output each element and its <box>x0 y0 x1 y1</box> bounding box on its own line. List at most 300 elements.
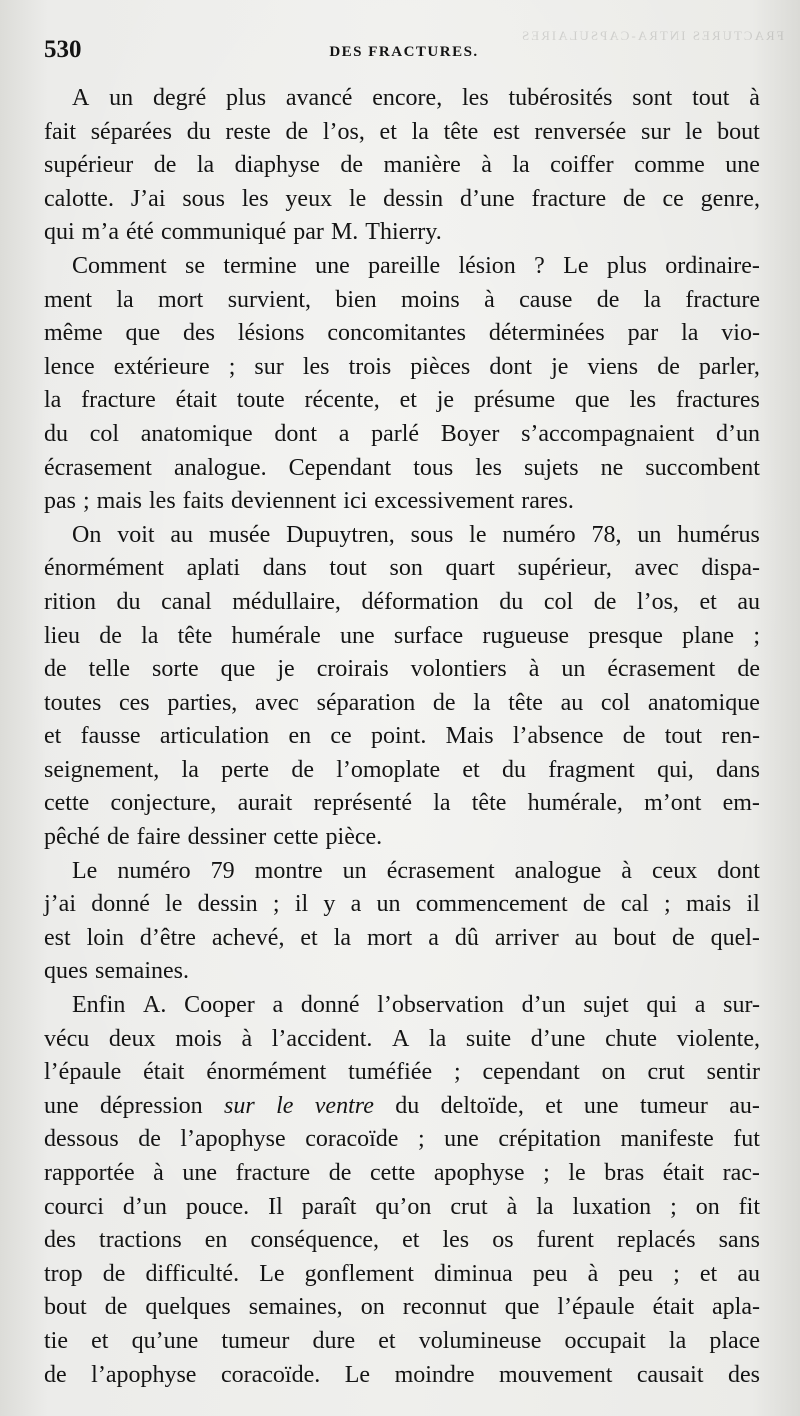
word: de <box>596 286 620 313</box>
word: des <box>728 1361 760 1388</box>
word: et <box>462 756 480 783</box>
text-line <box>44 552 760 586</box>
text-line <box>44 216 760 250</box>
word: plus <box>606 252 647 279</box>
word: parties, <box>167 689 238 716</box>
word: était <box>662 1160 705 1186</box>
word: presque <box>588 622 663 649</box>
word: les <box>442 1227 470 1254</box>
text-line <box>44 787 760 821</box>
text-line <box>44 1359 760 1393</box>
word: de <box>622 185 646 212</box>
word: mort <box>366 924 413 951</box>
word: ? <box>534 252 545 279</box>
word: quel- <box>710 924 760 951</box>
word: la <box>536 1193 554 1220</box>
word: de <box>622 723 646 750</box>
word: sur <box>641 118 671 145</box>
word: m’a <box>81 219 119 246</box>
word: de <box>582 891 606 918</box>
word: ment <box>44 286 92 313</box>
word: causait <box>636 1361 704 1388</box>
word: le <box>685 118 703 145</box>
text-line <box>44 1325 760 1359</box>
word: numéro <box>502 521 576 548</box>
word: a <box>338 420 350 447</box>
word: écrasement <box>44 454 152 481</box>
word: peu <box>618 1260 653 1287</box>
word: ; <box>272 891 280 918</box>
word: d’une <box>459 185 515 212</box>
word: On <box>72 521 102 548</box>
word: degré <box>152 85 207 111</box>
word: à <box>587 1260 599 1287</box>
word: bien <box>335 286 377 313</box>
word: avancé <box>285 85 353 111</box>
word: conséquence, <box>250 1227 380 1254</box>
word: humérus <box>677 521 760 548</box>
word: mois <box>175 1025 222 1052</box>
word: bout <box>44 1294 87 1321</box>
word: l’apophyse <box>91 1361 197 1388</box>
word: du <box>395 1092 420 1119</box>
word: parlé <box>371 420 420 447</box>
word: col <box>89 420 120 447</box>
word: toute <box>236 387 285 414</box>
word: dans <box>715 756 760 783</box>
word: ; <box>670 1193 677 1220</box>
word: pareille <box>368 252 441 279</box>
word: les <box>302 353 330 380</box>
word: il <box>746 891 760 918</box>
word: la <box>333 924 352 951</box>
word: à <box>749 85 760 111</box>
word: Boyer <box>440 420 500 447</box>
word: ; <box>664 891 671 918</box>
word: ; <box>453 1059 461 1086</box>
word: diminua <box>434 1260 513 1287</box>
word: à <box>241 1025 253 1052</box>
word: perte <box>221 756 270 783</box>
word: lence <box>44 353 95 380</box>
word: du <box>501 756 526 783</box>
text-line <box>44 384 760 418</box>
word: conjecture, <box>110 790 217 817</box>
word: les <box>475 454 502 481</box>
word: sorte <box>152 656 199 683</box>
word: l’accident. <box>271 1025 373 1052</box>
word: tout <box>664 723 703 750</box>
word: a <box>272 992 284 1019</box>
word: gonflement <box>304 1260 414 1287</box>
word: Comment <box>72 252 167 279</box>
word: A. <box>143 992 167 1019</box>
word: donné <box>91 891 150 918</box>
word: tête <box>471 790 507 817</box>
word: tous <box>413 454 454 481</box>
word: manifeste <box>620 1126 714 1153</box>
word: et <box>300 924 318 951</box>
word: au <box>170 521 194 548</box>
word: de <box>657 353 680 380</box>
word: le <box>165 891 183 918</box>
word: volumineuse <box>418 1327 542 1354</box>
word: humérale, <box>527 790 623 817</box>
text-line <box>44 82 760 116</box>
word: quart <box>445 555 495 582</box>
word: suite <box>465 1025 512 1052</box>
word: viens <box>587 353 639 380</box>
word: une <box>340 622 375 649</box>
word: écrasement <box>607 656 716 683</box>
word: une <box>583 1092 619 1119</box>
word: plane <box>682 622 735 649</box>
text-line <box>44 922 760 956</box>
word: la <box>512 152 530 179</box>
word: peu <box>532 1260 568 1287</box>
word: termine <box>223 252 297 279</box>
word: aplati <box>186 555 240 582</box>
word: sujet <box>583 992 629 1019</box>
word: par <box>293 219 324 246</box>
word: paraît <box>301 1193 357 1220</box>
word: ici <box>343 488 368 515</box>
word: sans <box>718 1227 760 1254</box>
word: dont <box>717 857 760 884</box>
word: donné <box>300 992 360 1019</box>
word: ne <box>600 454 624 481</box>
word: les <box>629 387 657 414</box>
word: en <box>204 1227 228 1254</box>
text-line <box>44 1191 760 1225</box>
word: concomitantes <box>327 320 466 347</box>
word: ce <box>662 185 684 212</box>
word: 78, <box>591 521 622 548</box>
word: à <box>621 857 632 884</box>
word: énormément <box>206 1059 327 1086</box>
word: rapportée <box>44 1160 135 1186</box>
word: sont <box>632 85 673 111</box>
word: dont <box>274 420 318 447</box>
word: cependant <box>482 1059 580 1086</box>
word: apophyse <box>433 1160 525 1186</box>
word: a <box>428 924 439 951</box>
word: fracture <box>685 286 760 313</box>
word: une <box>444 1126 479 1153</box>
word: même <box>44 320 103 347</box>
text-line <box>44 653 760 687</box>
text-line <box>44 183 760 217</box>
word: A <box>72 85 90 111</box>
word: la <box>433 790 451 817</box>
page-number: 530 <box>44 36 82 63</box>
word: deltoïde, <box>440 1092 524 1119</box>
word: l’os, <box>636 588 679 615</box>
word: analogue. <box>173 454 267 481</box>
word: d’être <box>139 924 196 951</box>
word: Le <box>259 1260 285 1287</box>
italic-word: ventre <box>314 1092 374 1119</box>
word: extérieure <box>113 353 210 380</box>
word: crut <box>450 1193 488 1220</box>
word: survient, <box>227 286 312 313</box>
word: et <box>379 118 397 145</box>
word: reconnut <box>402 1294 487 1321</box>
word: surface <box>393 622 464 649</box>
word: apla- <box>712 1294 760 1321</box>
word: fausse <box>80 723 141 750</box>
word: je <box>436 387 455 414</box>
word: ces <box>119 689 150 716</box>
word: ordinaire- <box>665 252 760 279</box>
word: point. <box>370 723 427 750</box>
word: anatomique <box>647 689 760 716</box>
word: crépitation <box>498 1126 601 1153</box>
word: col <box>543 588 574 615</box>
word: sous <box>410 521 454 548</box>
word: courci <box>44 1193 104 1220</box>
word: la <box>116 286 134 313</box>
word: cette <box>370 1160 416 1186</box>
word: et <box>699 1260 718 1287</box>
word: cause <box>519 286 573 313</box>
word: dispa- <box>701 555 760 582</box>
word: deux <box>108 1025 156 1052</box>
word: mouvement <box>499 1361 613 1388</box>
word: que <box>575 387 610 414</box>
word: de <box>593 588 617 615</box>
running-head <box>44 36 760 66</box>
word: volontiers <box>410 656 507 683</box>
word: écrasement <box>386 857 495 884</box>
word: sur- <box>723 992 760 1019</box>
word: du <box>44 420 68 447</box>
word: luxation <box>572 1193 652 1220</box>
word: séparées <box>90 118 172 145</box>
word: trop <box>44 1260 83 1287</box>
word: supérieur, <box>517 555 612 582</box>
word: excessivement <box>374 488 515 515</box>
word: vio- <box>721 320 760 347</box>
word: mort <box>158 286 204 313</box>
word: à <box>484 286 495 313</box>
word: du <box>499 588 524 615</box>
word: je <box>551 353 569 380</box>
word: M. <box>330 219 359 246</box>
word: tout <box>692 85 730 111</box>
word: tête <box>443 118 479 145</box>
word: plus <box>226 85 267 111</box>
text-line <box>44 620 760 654</box>
word: ce <box>330 723 352 750</box>
word: qu’on <box>375 1193 432 1220</box>
word: commencement <box>415 891 568 918</box>
word: vécu <box>44 1025 90 1052</box>
word: m’ont <box>644 790 702 817</box>
text-line <box>44 955 760 989</box>
text-line <box>44 519 760 553</box>
word: fit <box>738 1193 760 1220</box>
word: Le <box>344 1361 371 1388</box>
word: a <box>350 891 362 918</box>
word: Cependant <box>288 454 392 481</box>
text-line <box>44 1291 760 1325</box>
word: semaines, <box>248 1294 343 1321</box>
word: encore, <box>372 85 443 111</box>
text-line <box>44 452 760 486</box>
word: pièces <box>410 353 471 380</box>
word: ques <box>44 958 88 985</box>
word: faits <box>182 488 224 515</box>
word: coracoïde <box>305 1126 399 1153</box>
word: sujets <box>523 454 579 481</box>
word: Cooper <box>184 992 255 1019</box>
word: col <box>600 689 631 716</box>
word: les <box>149 488 176 515</box>
word: achevé, <box>211 924 285 951</box>
word: furent <box>536 1227 594 1254</box>
word: la <box>181 756 199 783</box>
word: dû <box>454 924 479 951</box>
word: au <box>737 1260 760 1287</box>
word: de <box>285 118 309 145</box>
text-line <box>44 1090 760 1124</box>
text-line <box>44 485 760 519</box>
word: telle <box>88 656 130 683</box>
word: le <box>469 521 487 548</box>
word: une <box>44 1092 79 1119</box>
word: tubérosités <box>508 85 613 111</box>
word: rares. <box>521 488 574 515</box>
word: 79 <box>210 857 235 884</box>
word: tête <box>508 689 543 716</box>
word: dont <box>489 353 532 380</box>
word: qui, <box>657 756 694 783</box>
word: tête <box>177 622 213 649</box>
word: dans <box>262 555 307 582</box>
word: ; <box>83 488 90 515</box>
word: à <box>153 1160 164 1186</box>
word: seignement, <box>44 756 160 783</box>
word: place <box>709 1327 760 1354</box>
word: succombent <box>645 454 760 481</box>
word: tumeur <box>221 1327 290 1354</box>
word: du <box>186 118 211 145</box>
text-line <box>44 149 760 183</box>
word: un <box>561 656 586 683</box>
word: de <box>340 152 364 179</box>
text-line <box>44 821 760 855</box>
word: numéro <box>117 857 191 884</box>
word: tuméfiée <box>348 1059 433 1086</box>
text-line <box>44 250 760 284</box>
word: une <box>182 1160 218 1186</box>
word: yeux <box>285 185 333 212</box>
word: rition <box>44 588 96 615</box>
word: on <box>360 1294 385 1321</box>
word: l’observation <box>377 992 504 1019</box>
word: de <box>737 656 760 683</box>
word: et <box>699 588 717 615</box>
word: fracture <box>531 185 607 212</box>
word: os <box>492 1227 514 1254</box>
word: séparation <box>316 689 416 716</box>
word: la <box>141 622 159 649</box>
text-line <box>44 418 760 452</box>
word: humérale <box>231 622 321 649</box>
word: que <box>125 320 161 347</box>
word: trois <box>348 353 392 380</box>
word: fracture <box>235 1160 311 1186</box>
word: calotte. <box>44 185 114 212</box>
text-line <box>44 1023 760 1057</box>
word: de <box>104 1294 128 1321</box>
word: une <box>315 252 350 279</box>
word: quelques <box>145 1294 231 1321</box>
text-line <box>44 989 760 1023</box>
word: au <box>574 924 598 951</box>
word: croirais <box>316 656 389 683</box>
word: au- <box>729 1092 760 1119</box>
word: tie <box>44 1327 68 1354</box>
word: et <box>545 1092 563 1119</box>
word: était <box>175 387 217 414</box>
word: est <box>44 924 71 951</box>
word: fragment <box>548 756 635 783</box>
word: sentir <box>706 1059 760 1086</box>
word: se <box>185 252 206 279</box>
word: Il <box>268 1193 283 1220</box>
word: de <box>138 1126 161 1153</box>
word: A <box>391 1025 410 1052</box>
word: déformation <box>361 588 479 615</box>
word: récente, <box>304 387 380 414</box>
word: de <box>102 1260 126 1287</box>
word: mais <box>96 488 142 515</box>
word: fractures <box>675 387 760 414</box>
word: anatomique <box>140 420 253 447</box>
word: ; <box>753 622 760 649</box>
word: et <box>378 1327 396 1354</box>
word: était <box>143 1059 185 1086</box>
word: la <box>668 1327 687 1354</box>
text-line <box>44 116 760 150</box>
word: difficulté. <box>145 1260 240 1287</box>
word: manière <box>383 152 461 179</box>
word: occupait <box>564 1327 646 1354</box>
word: de <box>44 1361 67 1388</box>
word: des <box>182 320 215 347</box>
word: chute <box>605 1025 658 1052</box>
word: communiqué <box>160 219 287 246</box>
word: d’un <box>122 1193 167 1220</box>
word: reste <box>225 118 271 145</box>
word: Enfin <box>72 992 126 1019</box>
word: l’absence <box>512 723 604 750</box>
word: bras <box>604 1160 645 1186</box>
word: de <box>44 656 67 683</box>
word: ; <box>417 1126 425 1153</box>
word: faire <box>136 824 181 851</box>
word: cette <box>44 790 90 817</box>
word: de <box>153 152 177 179</box>
word: dépression <box>100 1092 203 1119</box>
word: au <box>737 588 760 615</box>
word: sur <box>254 353 284 380</box>
word: articulation <box>159 723 270 750</box>
word: le <box>348 185 367 212</box>
word: fracture <box>81 387 156 414</box>
